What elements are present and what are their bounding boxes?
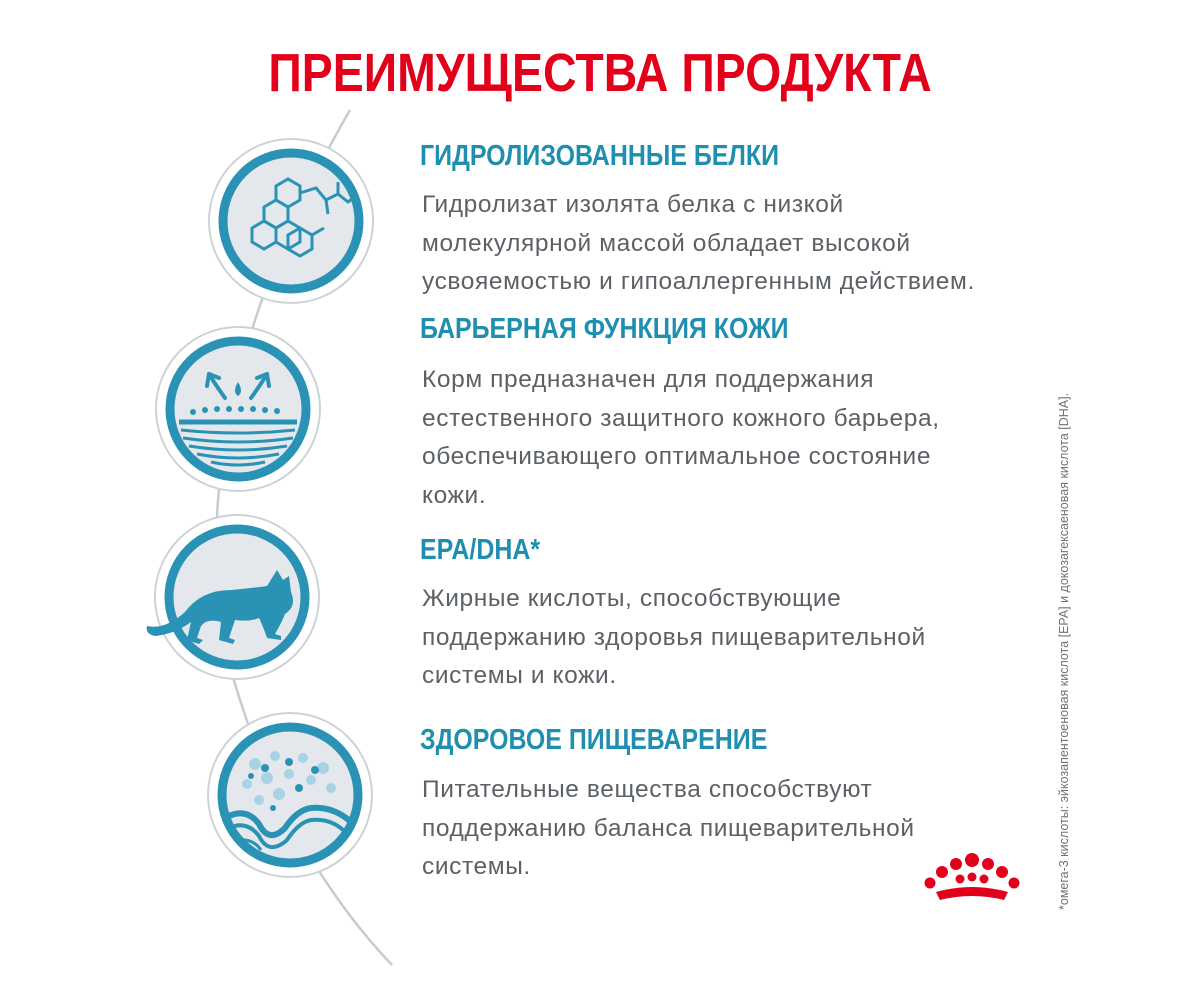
page-title: ПРЕИМУЩЕСТВА ПРОДУКТА: [268, 43, 932, 103]
skin-barrier-icon: [155, 326, 321, 492]
feature-heading: БАРЬЕРНАЯ ФУНКЦИЯ КОЖИ: [420, 313, 789, 345]
description-line: обеспечивающего оптимальное состояние: [422, 443, 932, 470]
description-line: Жирные кислоты, способствующие: [422, 585, 842, 612]
molecule-icon: [208, 138, 374, 304]
feature-heading: ГИДРОЛИЗОВАННЫЕ БЕЛКИ: [420, 140, 780, 172]
description-line: кожи.: [422, 481, 487, 509]
description-line: Питательные вещества способствуют: [422, 776, 873, 803]
feature-description: [422, 771, 915, 887]
description-line: системы и кожи.: [422, 662, 617, 689]
description-line: молекулярной массой обладает высокой: [422, 229, 911, 257]
cat-icon: [145, 514, 330, 680]
digestion-icon: [207, 712, 373, 878]
feature-description: [422, 580, 926, 696]
description-line: Гидролизат изолята белка с низкой: [422, 191, 844, 218]
description-line: усвояемостью и гипоаллергенным действием.: [422, 268, 975, 295]
description-line: поддержанию баланса пищеварительной: [422, 814, 915, 842]
feature-description: [422, 186, 975, 302]
feature-heading: ЗДОРОВОЕ ПИЩЕВАРЕНИЕ: [420, 724, 768, 756]
footnote: *омега-3 кислоты: эйкозапентоеновая кислота [EPA] и докозагексаеновая кислота [DHA].: [1057, 392, 1071, 910]
feature-description: [422, 361, 940, 515]
description-line: системы.: [422, 853, 531, 880]
description-line: поддержанию здоровья пищеварительной: [422, 623, 926, 651]
description-line: Корм предназначен для поддержания: [422, 366, 875, 393]
description-line: естественного защитного кожного барьера,: [422, 404, 940, 432]
feature-heading: EPA/DHA*: [420, 534, 541, 566]
royal-canin-crown-logo: [920, 852, 1024, 913]
